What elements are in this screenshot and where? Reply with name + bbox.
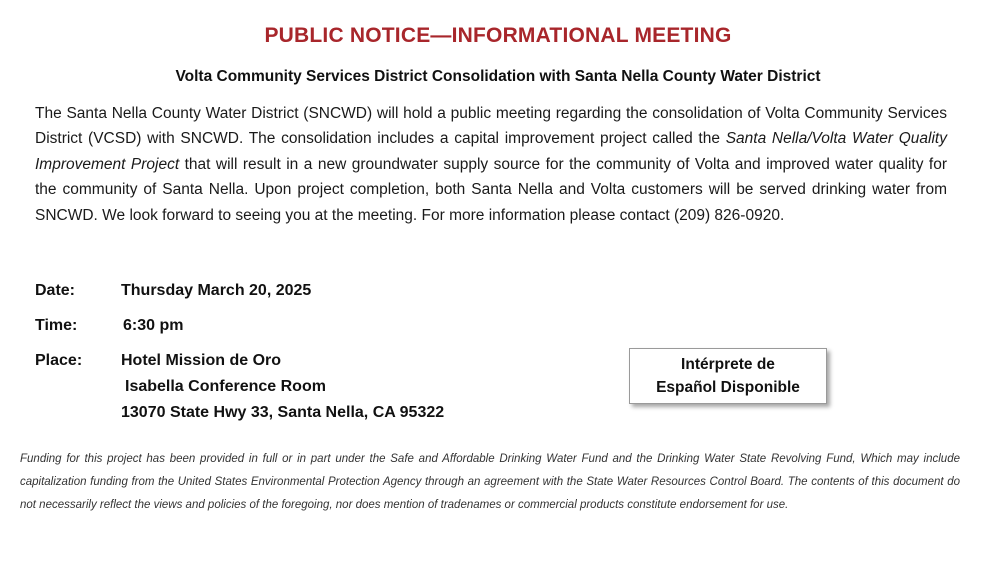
notice-body (35, 101, 947, 228)
date-label: Date: (35, 282, 76, 299)
place-line-venue: Hotel Mission de Oro (121, 352, 282, 369)
notice-subtitle: Volta Community Services District Consolidation with Santa Nella County Water District (175, 68, 821, 85)
place-line-address: 13070 State Hwy 33, Santa Nella, CA 95322 (121, 404, 445, 421)
time-value: 6:30 pm (123, 317, 184, 334)
funding-disclaimer: Funding for this project has been provided in full or in part under the Safe and Affordable Drinking Water Fund and the Drinking Water State Revolving Fund, Which may include capitalization funding from the United States Environmental Protection Agency through an agreement with the State Water Resources Control Board. The contents of this document do not necessarily reflect the views and policies of the foregoing, nor does mention of tradenames or commercial products constitute endorsement for use. (20, 453, 960, 512)
project-name: Santa Nella/Volta Water Quality Improvement Project (35, 130, 947, 173)
body-text-part2: that will result in a new groundwater supply source for the community of Volta and improved water quality for the community of Santa Nella. Upon project completion, both Santa Nella and Volta customers will be served drinking water from SNCWD. We look forward to seeing you at the meeting. For more information please contact (209) 826-0920. (35, 155, 948, 224)
badge-line2: Español Disponible (656, 379, 800, 396)
body-text-part1: The Santa Nella County Water District (SNCWD) will hold a public meeting regarding the consolidation of Volta Community Services District (VCSD) with SNCWD. The consolidation includes a capital improvement project called the (35, 105, 947, 148)
badge-line1: Intérprete de (681, 356, 775, 373)
interpreter-available-badge (629, 348, 827, 404)
date-value: Thursday March 20, 2025 (121, 282, 312, 299)
place-label: Place: (35, 352, 83, 369)
place-line-room: Isabella Conference Room (125, 378, 326, 395)
time-label: Time: (35, 317, 78, 334)
notice-title: PUBLIC NOTICE—INFORMATIONAL MEETING (264, 24, 732, 47)
